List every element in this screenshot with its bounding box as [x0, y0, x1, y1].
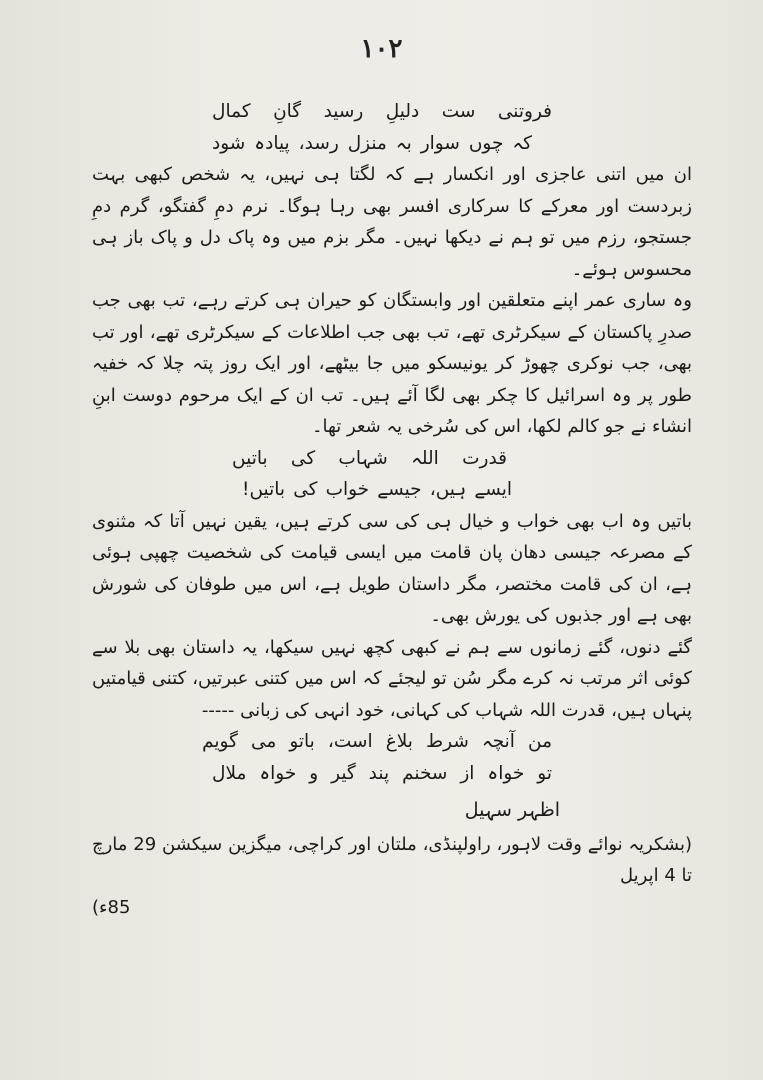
verse-word: شہاب: [338, 447, 388, 469]
source-footnote: (بشکریہ نوائے وقت لاہور، راولپنڈی، ملتان اور کراچی، میگزین سیکشن 29 مارچ تا 4 اپریل: [92, 833, 692, 886]
verse-word: خواہ: [487, 762, 525, 784]
verse-word: شرط: [426, 731, 469, 752]
verse-word: ہیں،: [429, 479, 467, 500]
paragraph: ان میں اتنی عاجزی اور انکسار ہے کہ لگتا ہی نہیں، یہ شخص کبھی بہت زبردست اور معرکے کا سرکاری افسر بھی رہا ہوگا۔ نرم دمِ گفتگو، گرم دمِ جستجو، رزم میں تو ہم نے دیکھا نہیں۔ مگر بزم میں وہ پاک دل و پاک باز ہی محسوس ہوئے۔: [92, 164, 692, 280]
verse-word: قدرت: [462, 447, 507, 469]
verse-word: سوار: [420, 132, 460, 154]
verse-word: شود: [212, 132, 246, 154]
verse-word: بلاغ: [385, 731, 413, 752]
paragraph: باتیں وہ اب بھی خواب و خیال ہی کی سی کرتے ہیں، یقین نہیں آتا کہ مثنوی کے مصرعہ جیسی دھان پان قامت میں ایسی قیامت کی شخصیت چھپی ہوئی ہے، ان کی قامت مختصر، مگر داستان طویل ہے، اس میں طوفان کی شورش بھی ہے اور جذبوں کی یورش بھی۔: [92, 510, 692, 626]
verse-word: من: [528, 731, 552, 752]
verse-line: [212, 128, 532, 160]
verse-word: گیر: [331, 762, 356, 784]
verse-word: کی: [293, 479, 318, 500]
verse-line: [212, 96, 552, 128]
verse-word: ایسے: [474, 479, 512, 500]
verse-word: فروتنی: [497, 101, 552, 122]
source-footnote-end: 85ء): [92, 896, 131, 918]
verse-line: [202, 726, 552, 758]
verse-word: آنچہ: [481, 731, 515, 752]
verse-word: کمال: [212, 101, 251, 122]
verse-word: خواہ: [259, 762, 297, 784]
verse-word: بہ: [395, 132, 412, 154]
verse-word: پند: [368, 762, 390, 784]
verse-word: از: [460, 762, 475, 784]
verse-word: دلیلِ: [385, 101, 420, 122]
verse-word: پیادہ: [254, 132, 290, 154]
verse-word: است،: [327, 731, 373, 752]
verse-word: سخنم: [402, 762, 448, 784]
verse-word: اللہ: [411, 447, 439, 469]
paragraph: گئے دنوں، گئے زمانوں سے ہم نے کبھی کچھ نہیں سیکھا، یہ داستان بھی بلا سے کوئی اثر مرتب نہ کرے مگر سُن تو لیجئے کہ اس میں کتنی عبرتیں، کتنی قیامتیں پنہاں ہیں، قدرت اللہ شہاب کی کہانی، خود انہی کی زبانی -----: [92, 636, 692, 721]
page-number: ۱۰۲: [360, 34, 403, 64]
verse-line: [242, 474, 512, 506]
verse-word: و: [309, 762, 319, 784]
page-body: [92, 96, 692, 923]
verse-word: ملال: [212, 762, 247, 784]
verse-word: خواب: [325, 479, 370, 500]
verse-word: باتیں!: [242, 479, 286, 500]
verse-word: کہ: [512, 132, 532, 154]
verse-word: جیسے: [377, 479, 422, 500]
author-signature: اظہر سہیل: [464, 799, 560, 821]
verse-word: چوں: [468, 132, 504, 154]
verse-word: رسد،: [298, 132, 339, 154]
verse-word: می: [250, 731, 277, 752]
verse-word: باتو: [289, 731, 315, 752]
verse-line: [232, 443, 507, 475]
verse-word: ست: [441, 101, 476, 122]
verse-word: رسید: [323, 101, 364, 122]
verse-word: کی: [290, 447, 316, 469]
verse-word: تو: [537, 762, 552, 784]
verse-line: [212, 758, 552, 790]
verse-word: گویم: [202, 731, 238, 752]
verse-word: منزل: [347, 132, 387, 154]
verse-word: گانِ: [273, 101, 302, 122]
paragraph: وہ ساری عمر اپنے متعلقین اور وابستگان کو حیران ہی کرتے رہے، تب بھی جب صدرِ پاکستان کے سیکرٹری تھے، تب بھی جب اطلاعات کے سیکرٹری تھے، اور تب بھی، جب نوکری چھوڑ کر یونیسکو میں جا بیٹھے، اور ایک روز پتہ چلا کہ خفیہ طور پر وہ اسرائیل کا چکر بھی لگا آئے ہیں۔ تب ان کے ایک مرحوم دوست ابنِ انشاء نے جو کالم لکھا، اس کی سُرخی یہ شعر تھا۔: [92, 290, 692, 437]
verse-word: باتیں: [232, 447, 268, 469]
